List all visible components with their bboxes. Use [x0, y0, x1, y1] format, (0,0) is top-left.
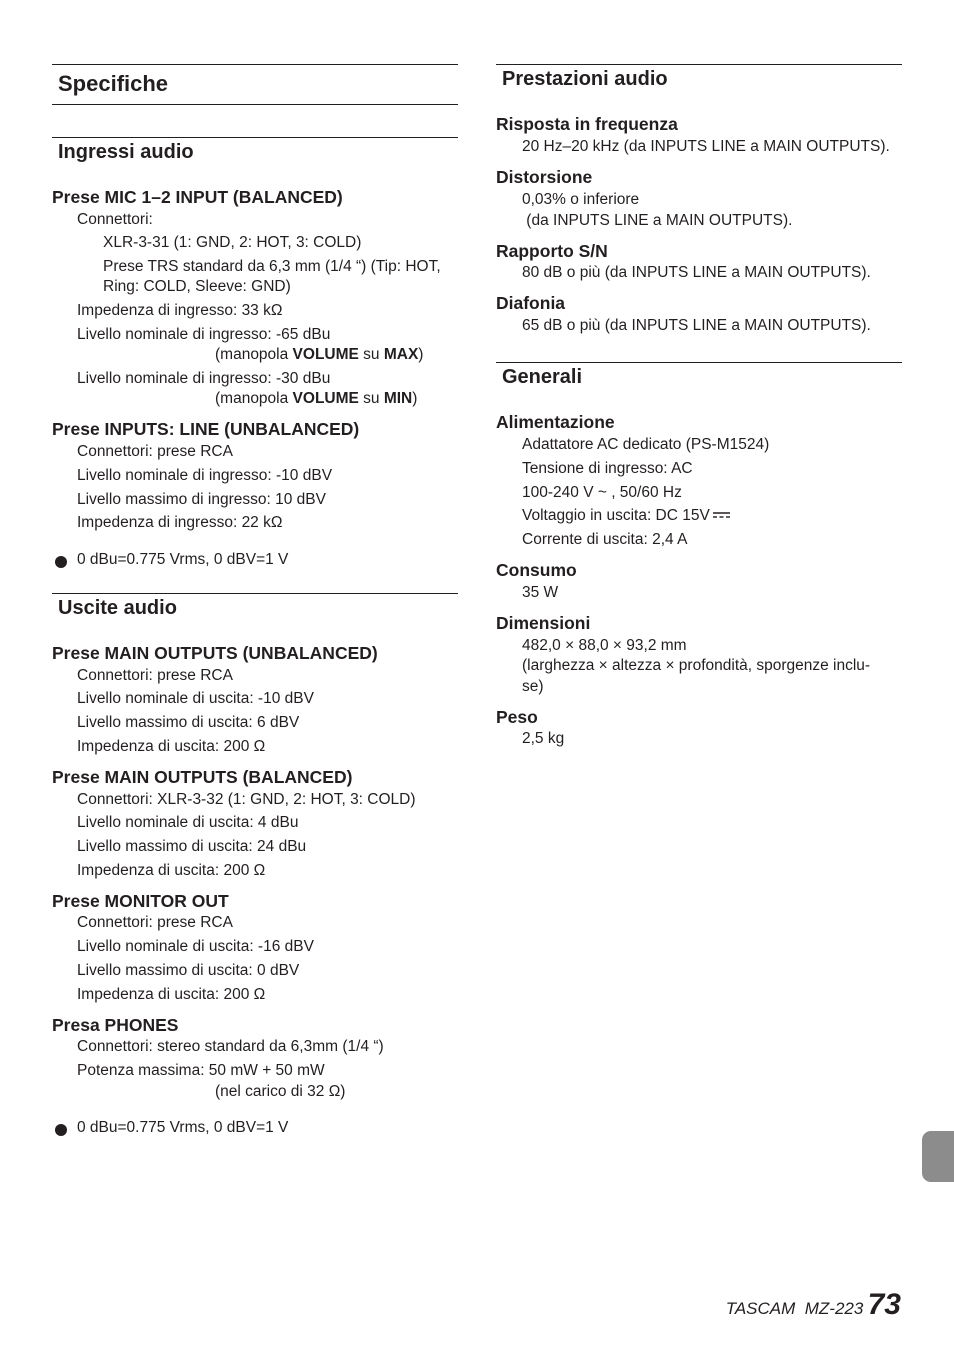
alimentazione-item: 100-240 V ~ , 50/60 Hz [522, 484, 682, 501]
peso-value: 2,5 kg [522, 730, 565, 747]
peso-title: Peso [496, 707, 538, 727]
page-title: Specifiche [58, 71, 169, 96]
distorsione-value-note: (da INPUTS LINE a MAIN OUTPUTS). [522, 212, 793, 229]
title-rule-top [52, 64, 458, 65]
consumo-value: 35 W [522, 584, 559, 601]
mic-trs-spec-2: Ring: COLD, Sleeve: GND) [103, 278, 291, 295]
main-bal-item: Connettori: XLR-3-32 (1: GND, 2: HOT, 3: COLD) [77, 791, 416, 808]
risposta-title: Risposta in frequenza [496, 114, 678, 134]
mic-livello-max: Livello nominale di ingresso: -65 dBu [77, 326, 331, 343]
title-rule-bottom [52, 104, 458, 105]
uscite-rule [52, 593, 458, 594]
alimentazione-item: Tensione di ingresso: AC [522, 460, 693, 477]
alimentazione-item: Adattatore AC dedicato (PS-M1524) [522, 436, 770, 453]
dc-symbol-icon [713, 511, 730, 519]
phones-carico: (nel carico di 32 Ω) [215, 1083, 346, 1100]
monitor-title: Prese MONITOR OUT [52, 891, 229, 911]
dimensioni-note-cont: se) [522, 678, 544, 695]
dimensioni-note: (larghezza × altezza × profondità, sporgenze inclu- [522, 657, 871, 674]
main-unbal-item: Impedenza di uscita: 200 Ω [77, 738, 266, 755]
mic-livello-max-note: (manopola VOLUME su MAX) [215, 346, 424, 363]
monitor-item: Livello massimo di uscita: 0 dBV [77, 962, 300, 979]
main-bal-title: Prese MAIN OUTPUTS (BALANCED) [52, 767, 353, 787]
section-heading-prestazioni: Prestazioni audio [502, 68, 668, 90]
rapporto-value: 80 dB o più (da INPUTS LINE a MAIN OUTPUTS). [522, 264, 871, 281]
section-heading-uscite: Uscite audio [58, 597, 177, 619]
corrente-item: Corrente di uscita: 2,4 A [522, 531, 688, 548]
main-bal-item: Impedenza di uscita: 200 Ω [77, 862, 266, 879]
monitor-item: Impedenza di uscita: 200 Ω [77, 986, 266, 1003]
dimensioni-title: Dimensioni [496, 613, 591, 633]
main-unbal-item: Livello nominale di uscita: -10 dBV [77, 690, 314, 707]
ingressi-note: 0 dBu=0.775 Vrms, 0 dBV=1 V [77, 551, 289, 568]
mic-trs-spec-1: Prese TRS standard da 6,3 mm (1/4 “) (Tip: HOT, [103, 258, 441, 275]
prestazioni-rule [496, 64, 902, 65]
diafonia-value: 65 dB o più (da INPUTS LINE a MAIN OUTPUTS). [522, 317, 871, 334]
line-input-title: Prese INPUTS: LINE (UNBALANCED) [52, 419, 360, 439]
monitor-item: Connettori: prese RCA [77, 914, 233, 931]
mic-xlr-spec: XLR-3-31 (1: GND, 2: HOT, 3: COLD) [103, 234, 362, 251]
rapporto-title: Rapporto S/N [496, 241, 608, 261]
bullet-icon [55, 556, 67, 568]
main-unbal-item: Livello massimo di uscita: 6 dBV [77, 714, 300, 731]
mic-livello-min: Livello nominale di ingresso: -30 dBu [77, 370, 331, 387]
page-footer [726, 1288, 901, 1322]
consumo-title: Consumo [496, 560, 577, 580]
section-heading-ingressi: Ingressi audio [58, 141, 194, 163]
line-spec-item: Connettori: prese RCA [77, 443, 233, 460]
phones-title: Presa PHONES [52, 1015, 179, 1035]
mic-connettori-label: Connettori: [77, 211, 153, 228]
distorsione-value: 0,03% o inferiore [522, 191, 640, 208]
main-unbal-title: Prese MAIN OUTPUTS (UNBALANCED) [52, 643, 378, 663]
main-bal-item: Livello massimo di uscita: 24 dBu [77, 838, 307, 855]
alimentazione-title: Alimentazione [496, 412, 615, 432]
uscite-note: 0 dBu=0.775 Vrms, 0 dBV=1 V [77, 1119, 289, 1136]
page-number: 73 [867, 1288, 901, 1321]
line-spec-item: Impedenza di ingresso: 22 kΩ [77, 514, 283, 531]
monitor-item: Livello nominale di uscita: -16 dBV [77, 938, 314, 955]
mic-impedenza: Impedenza di ingresso: 33 kΩ [77, 302, 283, 319]
footer-brand: TASCAM MZ-223 [725, 1299, 864, 1318]
mic-livello-min-note: (manopola VOLUME su MIN) [215, 390, 418, 407]
phones-potenza: Potenza massima: 50 mW + 50 mW [77, 1062, 325, 1079]
line-spec-item: Livello nominale di ingresso: -10 dBV [77, 467, 333, 484]
risposta-value: 20 Hz–20 kHz (da INPUTS LINE a MAIN OUTPUTS). [522, 138, 890, 155]
mic-input-title: Prese MIC 1–2 INPUT (BALANCED) [52, 187, 343, 207]
generali-rule [496, 362, 902, 363]
section-heading-generali: Generali [502, 366, 583, 388]
dimensioni-value: 482,0 × 88,0 × 93,2 mm [522, 637, 687, 654]
distorsione-title: Distorsione [496, 167, 593, 187]
chapter-tab [922, 1131, 954, 1182]
diafonia-title: Diafonia [496, 293, 566, 313]
line-spec-item: Livello massimo di ingresso: 10 dBV [77, 491, 326, 508]
voltaggio-item: Voltaggio in uscita: DC 15V [522, 507, 730, 525]
main-unbal-item: Connettori: prese RCA [77, 667, 233, 684]
main-bal-item: Livello nominale di uscita: 4 dBu [77, 814, 299, 831]
bullet-icon [55, 1124, 67, 1136]
ingressi-rule [52, 137, 458, 138]
phones-connettori: Connettori: stereo standard da 6,3mm (1/4 “) [77, 1038, 384, 1055]
